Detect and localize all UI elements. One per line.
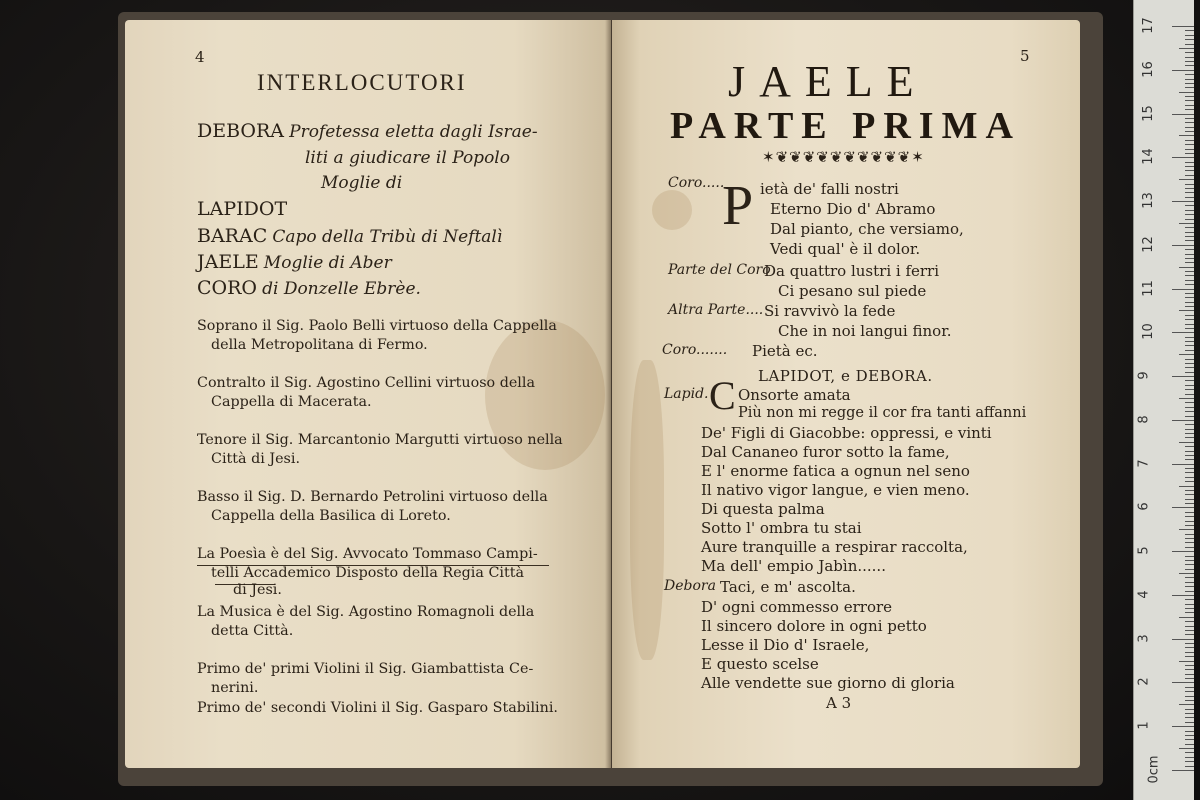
speaker-label: Coro....... xyxy=(662,342,728,358)
ruler-tick-major xyxy=(1172,245,1194,246)
verse-line: Che in noi langui finor. xyxy=(778,322,952,340)
ruler-tick-major xyxy=(1172,595,1194,596)
ruler-tick-minor xyxy=(1185,192,1194,193)
cast-line: Contralto il Sig. Agostino Cellini virtuoso della xyxy=(197,375,535,391)
verse-line: Pietà ec. xyxy=(752,342,818,360)
ruler-tick-minor xyxy=(1185,324,1194,325)
character-description: liti a giudicare il Popolo xyxy=(305,148,510,168)
cast-heading: INTERLOCUTORI xyxy=(257,70,467,95)
ruler-tick-major xyxy=(1172,70,1194,71)
ruler-tick-minor xyxy=(1185,477,1194,478)
ruler-number: 2 xyxy=(1136,677,1152,687)
character-entry xyxy=(197,251,392,273)
ruler-tick-minor xyxy=(1185,297,1194,298)
ruler-tick-minor xyxy=(1185,521,1194,522)
ruler-tick-minor xyxy=(1185,315,1194,316)
ruler-tick-minor xyxy=(1185,411,1194,412)
verse-line: Aure tranquille a respirar raccolta, xyxy=(701,538,968,556)
libretto-title: JAELE xyxy=(728,57,928,106)
ruler-number: 12 xyxy=(1140,236,1156,253)
ruler-tick-minor xyxy=(1179,48,1194,49)
ruler-tick-minor xyxy=(1185,319,1194,320)
ruler-tick-minor xyxy=(1185,634,1194,635)
ruler-tick-minor xyxy=(1185,240,1194,241)
ruler-tick-minor xyxy=(1185,542,1194,543)
ruler-number: 11 xyxy=(1140,279,1156,297)
ruler-tick-minor xyxy=(1185,538,1194,539)
verse-line: Dal Cananeo furor sotto la fame, xyxy=(701,443,950,461)
verse-line: Da quattro lustri i ferri xyxy=(764,262,940,280)
verse-line: Si ravvivò la fede xyxy=(764,302,896,320)
ruler-tick-minor xyxy=(1185,700,1194,701)
verse-line: Vedi qual' è il dolor. xyxy=(770,240,921,258)
ruler-tick-minor xyxy=(1185,122,1194,123)
ruler-tick-minor xyxy=(1185,389,1194,390)
character-name: JAELE xyxy=(197,251,259,273)
verse-line: D' ogni commesso errore xyxy=(701,598,893,616)
cast-line: Primo de' secondi Violini il Sig. Gasparo Stabilini. xyxy=(197,700,558,716)
ruler-tick-major xyxy=(1172,114,1194,115)
ruler-tick-minor xyxy=(1185,166,1194,167)
ruler-tick-minor xyxy=(1179,223,1194,224)
verse-line: E questo scelse xyxy=(701,655,819,673)
ruler-tick-minor xyxy=(1185,254,1194,255)
ruler-tick-minor xyxy=(1185,586,1194,587)
drop-cap: C xyxy=(709,373,736,418)
ruler-tick-minor xyxy=(1185,494,1194,495)
page-number-left: 4 xyxy=(195,48,205,66)
ruler-tick-minor xyxy=(1185,105,1194,106)
ruler-tick-minor xyxy=(1179,661,1194,662)
verse-line: Dal pianto, che versiamo, xyxy=(770,220,964,238)
ruler-tick-minor xyxy=(1185,630,1194,631)
ruler-tick-minor xyxy=(1185,35,1194,36)
ruler-number: 10 xyxy=(1140,323,1156,341)
ruler-tick-minor xyxy=(1185,39,1194,40)
ruler-tick-major xyxy=(1172,682,1194,683)
ruler-tick-minor xyxy=(1185,232,1194,233)
ruler-tick-minor xyxy=(1185,109,1194,110)
ruler-tick-minor xyxy=(1185,170,1194,171)
scene-heading: LAPIDOT, e DEBORA. xyxy=(758,367,933,385)
ruler-tick-minor xyxy=(1185,236,1194,237)
ruler-tick-minor xyxy=(1185,582,1194,583)
cast-line: Tenore il Sig. Marcantonio Margutti virtuoso nella xyxy=(197,432,563,448)
ruler-tick-minor xyxy=(1185,44,1194,45)
ruler-tick-minor xyxy=(1185,380,1194,381)
ruler-tick-major xyxy=(1172,157,1194,158)
ruler-tick-minor xyxy=(1179,486,1194,487)
ruler-tick-minor xyxy=(1185,516,1194,517)
ruler-tick-minor xyxy=(1185,162,1194,163)
ruler-number: 6 xyxy=(1136,502,1152,512)
ruler-tick-minor xyxy=(1185,144,1194,145)
character-description: Profetessa eletta dagli Israe- xyxy=(289,122,538,142)
ruler-tick-minor xyxy=(1185,293,1194,294)
ruler-tick-major xyxy=(1172,420,1194,421)
ruler-tick-major xyxy=(1172,289,1194,290)
ruler-tick-minor xyxy=(1185,372,1194,373)
ruler-tick-minor xyxy=(1185,74,1194,75)
speaker-label: Lapid. xyxy=(664,386,709,402)
ruler-tick-minor xyxy=(1185,337,1194,338)
cast-line: Soprano il Sig. Paolo Belli virtuoso della Cappella xyxy=(197,318,557,334)
cast-line: della Metropolitana di Fermo. xyxy=(211,337,428,353)
ruler-tick-minor xyxy=(1185,678,1194,679)
character-name: BARAC xyxy=(197,225,268,247)
ruler-tick-minor xyxy=(1185,739,1194,740)
verse-line: Taci, e m' ascolta. xyxy=(720,578,856,596)
character-name: LAPIDOT xyxy=(197,198,288,220)
ruler-tick-minor xyxy=(1179,92,1194,93)
ruler-tick-minor xyxy=(1185,761,1194,762)
verse-line: Alle vendette sue giorno di gloria xyxy=(701,674,955,692)
cast-line: La Musica è del Sig. Agostino Romagnoli della xyxy=(197,604,535,620)
ruler-tick-minor xyxy=(1185,455,1194,456)
ruler-tick-minor xyxy=(1185,612,1194,613)
ruler-tick-minor xyxy=(1185,499,1194,500)
left-page xyxy=(125,20,611,768)
cast-line: Città di Jesi. xyxy=(211,451,300,467)
ruler-tick-minor xyxy=(1179,748,1194,749)
ruler-number: 7 xyxy=(1136,459,1152,468)
ruler-number: 5 xyxy=(1136,546,1152,555)
ruler-tick-minor xyxy=(1185,79,1194,80)
ruler-tick-major xyxy=(1172,507,1194,508)
ruler-tick-minor xyxy=(1185,569,1194,570)
ruler-tick-minor xyxy=(1185,503,1194,504)
ruler-tick-minor xyxy=(1179,442,1194,443)
cast-line: Cappella di Macerata. xyxy=(211,394,372,410)
verse-line: Sotto l' ombra tu stai xyxy=(701,519,862,537)
speaker-label: Altra Parte.... xyxy=(668,302,764,318)
drop-cap: P xyxy=(722,175,754,237)
ruler-tick-major xyxy=(1172,376,1194,377)
paper-stain xyxy=(652,190,692,230)
ruler-tick-major xyxy=(1172,332,1194,333)
ruler-tick-minor xyxy=(1179,573,1194,574)
ruler-tick-minor xyxy=(1185,564,1194,565)
ruler-tick-minor xyxy=(1185,96,1194,97)
ruler-tick-minor xyxy=(1185,275,1194,276)
ruler-tick-minor xyxy=(1185,61,1194,62)
ruler-tick-minor xyxy=(1185,363,1194,364)
ruler-tick-minor xyxy=(1185,188,1194,189)
ruler-tick-minor xyxy=(1185,446,1194,447)
ruler-tick-minor xyxy=(1179,529,1194,530)
ruler-tick-minor xyxy=(1185,394,1194,395)
ruler-tick-minor xyxy=(1185,210,1194,211)
ruler-tick-minor xyxy=(1185,534,1194,535)
character-entry xyxy=(197,120,538,142)
ruler-tick-minor xyxy=(1185,341,1194,342)
cast-line: La Poesìa è del Sig. Avvocato Tommaso Campi- xyxy=(197,546,538,562)
character-description: di Donzelle Ebrèe. xyxy=(262,279,421,299)
character-description: Moglie di Aber xyxy=(263,253,392,273)
ruler-tick-minor xyxy=(1185,131,1194,132)
ruler-tick-minor xyxy=(1185,713,1194,714)
ruler-tick-minor xyxy=(1185,757,1194,758)
paper-stain xyxy=(630,360,664,660)
ruler-number: 0cm xyxy=(1146,755,1162,784)
ruler-tick-minor xyxy=(1185,652,1194,653)
ruler-tick-minor xyxy=(1179,398,1194,399)
ruler-tick-minor xyxy=(1185,490,1194,491)
ruler-tick-minor xyxy=(1185,722,1194,723)
ruler-number: 8 xyxy=(1136,415,1152,424)
verse-line: Onsorte amata xyxy=(738,386,851,404)
ruler-number: 17 xyxy=(1140,17,1156,34)
ruler-tick-major xyxy=(1172,201,1194,202)
verse-line: Eterno Dio d' Abramo xyxy=(770,200,936,218)
verse-line: Lesse il Dio d' Israele, xyxy=(701,636,870,654)
ruler-number: 3 xyxy=(1136,634,1152,643)
ruler-number: 9 xyxy=(1136,371,1152,380)
measurement-ruler xyxy=(1133,0,1194,800)
signature-mark: A 3 xyxy=(826,694,852,712)
ruler-tick-minor xyxy=(1185,481,1194,482)
ruler-number: 14 xyxy=(1140,148,1156,166)
ruler-tick-minor xyxy=(1185,744,1194,745)
ruler-tick-minor xyxy=(1185,402,1194,403)
ruler-tick-minor xyxy=(1185,608,1194,609)
verse-line: De' Figli di Giacobbe: oppressi, e vinti xyxy=(701,424,992,442)
ruler-number: 1 xyxy=(1136,721,1152,730)
ruler-tick-minor xyxy=(1185,306,1194,307)
ruler-tick-minor xyxy=(1185,197,1194,198)
part-title: PARTE PRIMA xyxy=(670,105,1021,147)
ruler-tick-minor xyxy=(1185,599,1194,600)
ruler-tick-major xyxy=(1172,639,1194,640)
ruler-tick-minor xyxy=(1185,262,1194,263)
ruler-tick-minor xyxy=(1185,350,1194,351)
verse-line: Più non mi regge il cor fra tanti affanni xyxy=(738,405,1027,421)
ruler-tick-minor xyxy=(1185,57,1194,58)
verse-line: Di questa palma xyxy=(701,500,825,518)
cast-line: telli Accademico Disposto della Regia Città xyxy=(211,565,524,581)
ruler-tick-minor xyxy=(1179,310,1194,311)
ruler-tick-minor xyxy=(1185,359,1194,360)
ruler-tick-minor xyxy=(1185,626,1194,627)
ruler-tick-minor xyxy=(1185,127,1194,128)
ruler-tick-minor xyxy=(1185,424,1194,425)
speaker-label: Debora xyxy=(664,578,716,594)
ruler-tick-minor xyxy=(1185,149,1194,150)
ruler-tick-minor xyxy=(1185,140,1194,141)
cast-line: di Jesi. xyxy=(233,582,282,598)
ruler-tick-major xyxy=(1172,464,1194,465)
ruler-tick-minor xyxy=(1185,674,1194,675)
ruler-tick-minor xyxy=(1185,665,1194,666)
ruler-tick-minor xyxy=(1185,709,1194,710)
ruler-tick-minor xyxy=(1185,687,1194,688)
ruler-tick-minor xyxy=(1185,752,1194,753)
ruler-tick-minor xyxy=(1185,184,1194,185)
ruler-tick-minor xyxy=(1185,249,1194,250)
ruler-tick-minor xyxy=(1179,354,1194,355)
ruler-tick-minor xyxy=(1185,433,1194,434)
ruler-tick-major xyxy=(1172,726,1194,727)
cast-line: nerini. xyxy=(211,680,259,696)
ruler-tick-minor xyxy=(1185,547,1194,548)
cast-line: detta Città. xyxy=(211,623,294,639)
ruler-tick-minor xyxy=(1185,227,1194,228)
ruler-tick-minor xyxy=(1185,766,1194,767)
cast-line: Basso il Sig. D. Bernardo Petrolini virtuoso della xyxy=(197,489,548,505)
ruler-tick-minor xyxy=(1185,87,1194,88)
ruler-tick-minor xyxy=(1185,735,1194,736)
ruler-tick-minor xyxy=(1185,437,1194,438)
ruler-tick-minor xyxy=(1185,271,1194,272)
ruler-tick-minor xyxy=(1185,560,1194,561)
ruler-tick-major xyxy=(1172,770,1194,771)
ruler-tick-minor xyxy=(1185,219,1194,220)
character-name: CORO xyxy=(197,277,257,299)
character-entry xyxy=(197,225,502,247)
verse-line: E l' enorme fatica a ognun nel seno xyxy=(701,462,970,480)
ruler-tick-minor xyxy=(1185,280,1194,281)
ruler-tick-minor xyxy=(1185,691,1194,692)
cast-line: Primo de' primi Violini il Sig. Giambattista Ce- xyxy=(197,661,534,677)
ruler-tick-minor xyxy=(1185,656,1194,657)
ruler-tick-minor xyxy=(1185,385,1194,386)
ruler-tick-minor xyxy=(1185,153,1194,154)
character-description: Capo della Tribù di Neftalì xyxy=(272,227,503,247)
ruler-tick-minor xyxy=(1179,179,1194,180)
ruler-tick-minor xyxy=(1185,429,1194,430)
verse-line: Ma dell' empio Jabìn...... xyxy=(701,557,886,575)
ruler-tick-minor xyxy=(1185,214,1194,215)
ruler-tick-minor xyxy=(1185,65,1194,66)
verse-line: ietà de' falli nostri xyxy=(760,180,899,198)
ruler-tick-minor xyxy=(1185,30,1194,31)
ruler-tick-minor xyxy=(1185,669,1194,670)
verse-line: Ci pesano sul piede xyxy=(778,282,927,300)
ruler-tick-minor xyxy=(1185,328,1194,329)
ruler-tick-minor xyxy=(1179,617,1194,618)
ruler-tick-minor xyxy=(1185,621,1194,622)
verse-line: Il sincero dolore in ogni petto xyxy=(701,617,927,635)
ruler-number: 4 xyxy=(1136,590,1152,599)
ruler-tick-minor xyxy=(1185,643,1194,644)
ruler-tick-minor xyxy=(1185,100,1194,101)
ruler-tick-minor xyxy=(1185,468,1194,469)
ruler-tick-major xyxy=(1172,551,1194,552)
ruler-tick-minor xyxy=(1185,284,1194,285)
ruler-tick-minor xyxy=(1185,472,1194,473)
speaker-label: Coro..... xyxy=(668,175,725,191)
ornament-divider: ✶❦❦❦❦❦❦❦❦❦❦✶ xyxy=(762,148,925,166)
ruler-tick-minor xyxy=(1185,647,1194,648)
ruler-tick-major xyxy=(1172,26,1194,27)
ruler-tick-minor xyxy=(1185,52,1194,53)
verse-line: Il nativo vigor langue, e vien meno. xyxy=(701,481,970,499)
cast-line: Cappella della Basilica di Loreto. xyxy=(211,508,451,524)
ruler-tick-minor xyxy=(1185,175,1194,176)
ruler-tick-minor xyxy=(1185,367,1194,368)
character-description: Moglie di xyxy=(321,173,403,193)
character-name: DEBORA xyxy=(197,120,285,142)
ruler-tick-minor xyxy=(1185,731,1194,732)
ruler-tick-minor xyxy=(1185,302,1194,303)
right-page xyxy=(612,20,1080,768)
ruler-tick-minor xyxy=(1185,717,1194,718)
ruler-number: 16 xyxy=(1140,60,1156,78)
ruler-number: 15 xyxy=(1140,104,1156,122)
ruler-tick-minor xyxy=(1179,267,1194,268)
ruler-tick-minor xyxy=(1185,416,1194,417)
ruler-tick-minor xyxy=(1185,407,1194,408)
ruler-tick-minor xyxy=(1185,83,1194,84)
ruler-number: 13 xyxy=(1140,192,1156,209)
ruler-tick-minor xyxy=(1185,512,1194,513)
ruler-tick-minor xyxy=(1185,451,1194,452)
ruler-tick-minor xyxy=(1185,604,1194,605)
page-number-right: 5 xyxy=(1020,47,1030,65)
ruler-tick-minor xyxy=(1179,135,1194,136)
ruler-tick-minor xyxy=(1185,696,1194,697)
ruler-tick-minor xyxy=(1185,459,1194,460)
ruler-tick-minor xyxy=(1185,118,1194,119)
ruler-tick-minor xyxy=(1185,525,1194,526)
ruler-tick-minor xyxy=(1185,577,1194,578)
ruler-tick-minor xyxy=(1185,258,1194,259)
ruler-tick-minor xyxy=(1179,704,1194,705)
speaker-label: Parte del Coro xyxy=(668,262,771,278)
ruler-tick-minor xyxy=(1185,205,1194,206)
ruler-tick-minor xyxy=(1185,345,1194,346)
character-entry xyxy=(197,277,421,299)
ruler-tick-minor xyxy=(1185,591,1194,592)
ruler-tick-minor xyxy=(1185,556,1194,557)
